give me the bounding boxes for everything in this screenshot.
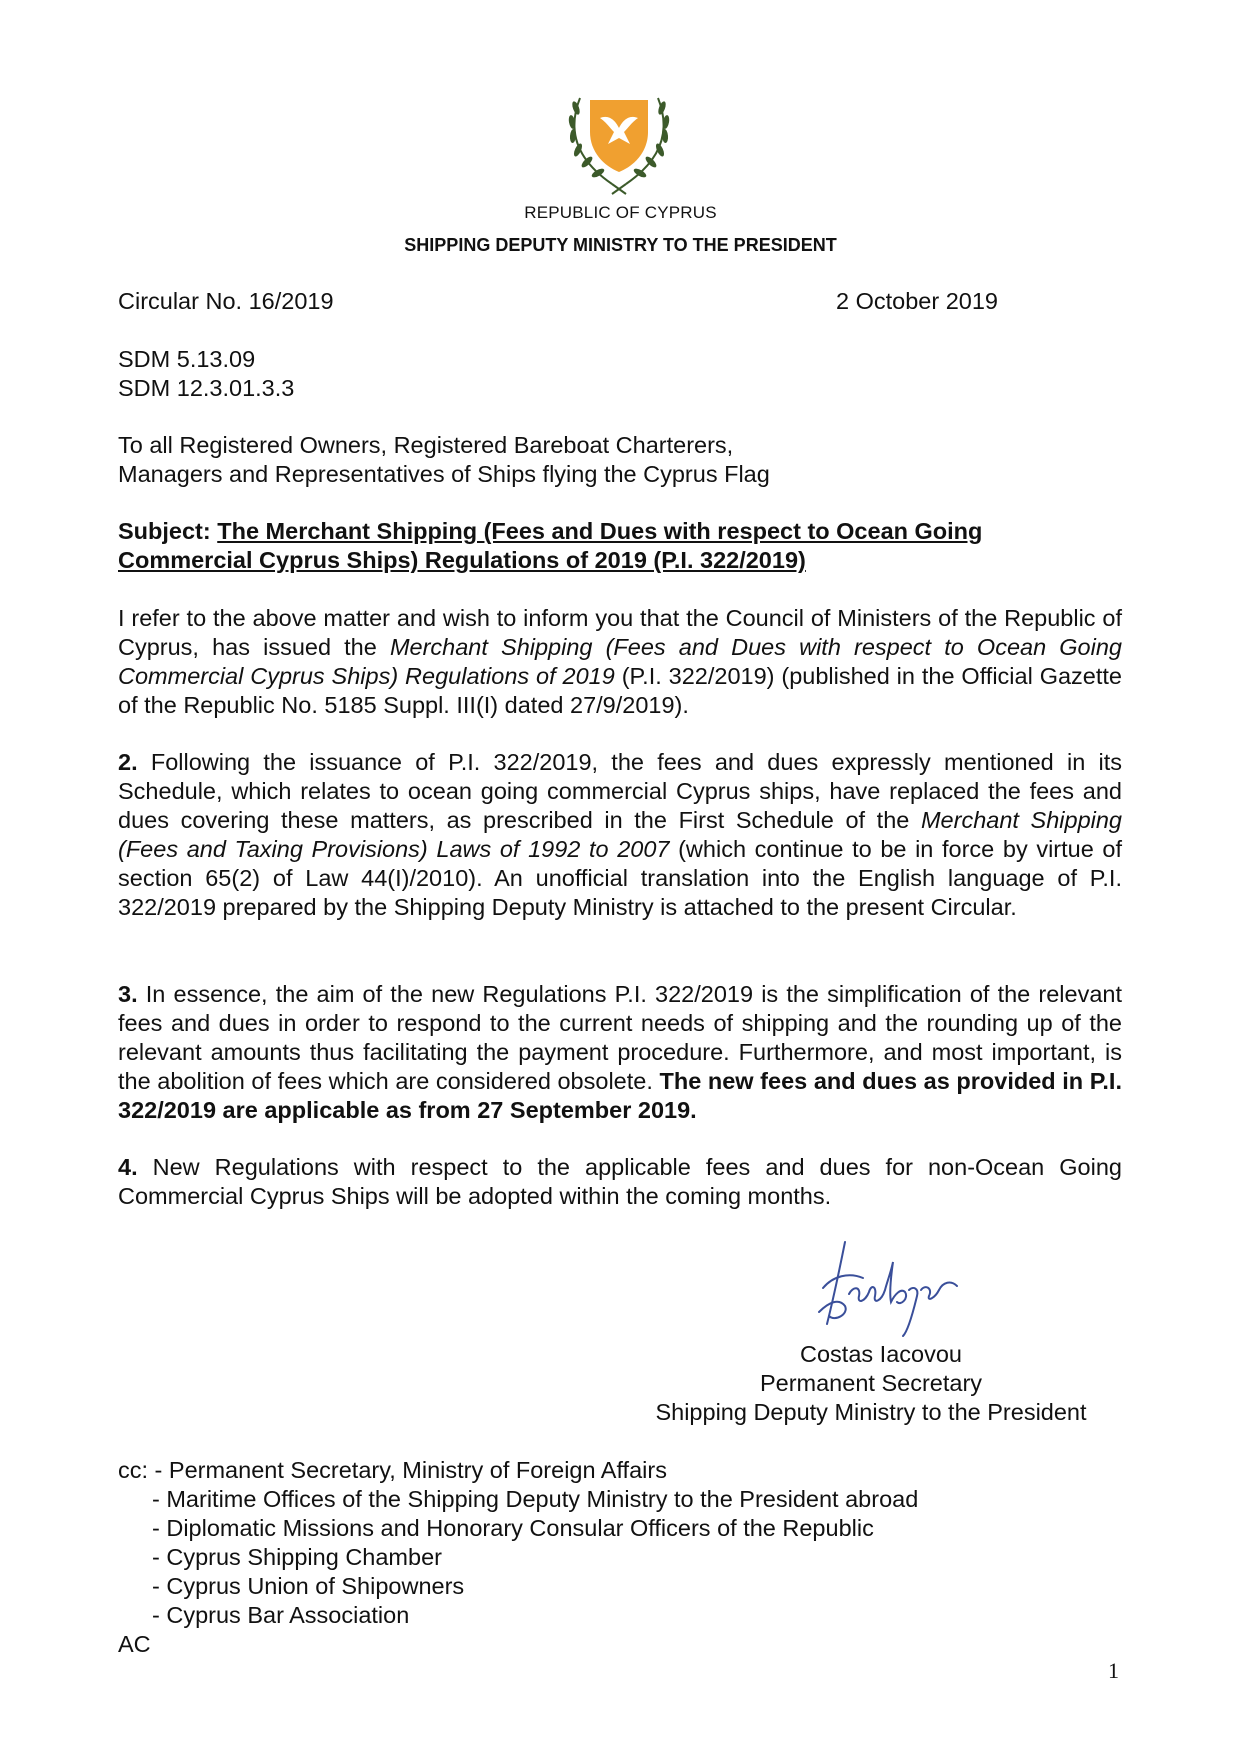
signatory-office: Shipping Deputy Ministry to the President [655, 1399, 1087, 1425]
republic-heading: REPUBLIC OF CYPRUS [524, 203, 717, 222]
law-title: Merchant Shipping (Fees and Taxing Provisions) Laws of 1992 to 2007 [118, 807, 1123, 862]
subject-title: Commercial Cyprus Ships) Regulations of 2019 (P.I. 322/2019) [118, 547, 806, 573]
paragraph-3 [118, 980, 1122, 1125]
effective-date-notice: The new fees and dues as provided in P.I. 322/2019 are applicable as from 27 September 2019. [118, 1068, 1122, 1123]
paragraph-2 [118, 748, 1122, 922]
circular-date: 2 October 2019 [836, 288, 998, 314]
cc-item: - Diplomatic Missions and Honorary Consular Officers of the Republic [152, 1515, 874, 1541]
paragraph-text: Following the issuance of P.I. 322/2019, the fees and dues expressly mentioned in its Schedule, which relates to ocean going commercial Cyprus ships, have replaced the fees and dues covering these matters, as prescribed in the First Schedule of the [118, 749, 1122, 833]
reference-list [118, 345, 294, 403]
reference-line: SDM 5.13.09 [118, 346, 256, 372]
cc-list [118, 1456, 918, 1659]
paragraph-text: (which continue to be in force by virtue of section 65(2) of Law 44(I)/2010). An unofficial translation into the English language of P.I. 322/2019 prepared by the Shipping Deputy Ministry is attached to the present Circular. [118, 836, 1122, 920]
recipients-line: Managers and Representatives of Ships flying the Cyprus Flag [118, 461, 770, 487]
paragraph-number: 3. [118, 981, 138, 1007]
handwritten-signature [805, 1232, 965, 1342]
cc-item: - Maritime Offices of the Shipping Deputy Ministry to the President abroad [152, 1486, 919, 1512]
author-initials: AC [118, 1631, 151, 1657]
cyprus-coat-of-arms-icon [560, 88, 678, 198]
signature-block [640, 1340, 1102, 1427]
cc-item: - Cyprus Shipping Chamber [152, 1544, 442, 1570]
ministry-heading: SHIPPING DEPUTY MINISTRY TO THE PRESIDENT [404, 235, 837, 255]
paragraph-text: In essence, the aim of the new Regulations P.I. 322/2019 is the simplification of the relevant fees and dues in order to respond to the current needs of shipping and the rounding up of the relevant amounts thus facilitating the payment procedure. Furthermore, and most important, is the abolition of fees which are considered obsolete. [118, 981, 1122, 1094]
page-number: 1 [1108, 1658, 1119, 1683]
paragraph-text: I refer to the above matter and wish to inform you that the Council of Ministers of the Republic of Cyprus, has issued the [118, 605, 1122, 660]
subject-block [118, 517, 1118, 575]
cc-item: - Cyprus Union of Shipowners [152, 1573, 465, 1599]
paragraph-4 [118, 1153, 1122, 1211]
paragraph-text: New Regulations with respect to the applicable fees and dues for non-Ocean Going Commercial Cyprus Ships will be adopted within the coming months. [118, 1154, 1122, 1209]
circular-number: Circular No. 16/2019 [118, 288, 334, 314]
paragraph-1 [118, 604, 1122, 720]
recipients-line: To all Registered Owners, Registered Bareboat Charterers, [118, 432, 734, 458]
reference-line: SDM 12.3.01.3.3 [118, 375, 295, 401]
subject-title: The Merchant Shipping (Fees and Dues with respect to Ocean Going [217, 518, 983, 544]
paragraph-text: (P.I. 322/2019) (published in the Official Gazette of the Republic No. 5185 Suppl. III(I) dated 27/9/2019). [118, 663, 1122, 718]
recipients [118, 431, 770, 489]
regulation-title: Merchant Shipping (Fees and Dues with respect to Ocean Going Commercial Cyprus Ships) Regulations of 2019 [118, 634, 1122, 689]
subject-label: Subject: [118, 518, 218, 544]
signatory-title: Permanent Secretary [759, 1370, 983, 1396]
signatory-name: Costas Iacovou [800, 1341, 962, 1367]
cc-item: - Cyprus Bar Association [152, 1602, 410, 1628]
cc-first-line: cc: - Permanent Secretary, Ministry of Foreign Affairs [118, 1457, 667, 1483]
paragraph-number: 2. [118, 749, 138, 775]
paragraph-number: 4. [118, 1154, 138, 1180]
